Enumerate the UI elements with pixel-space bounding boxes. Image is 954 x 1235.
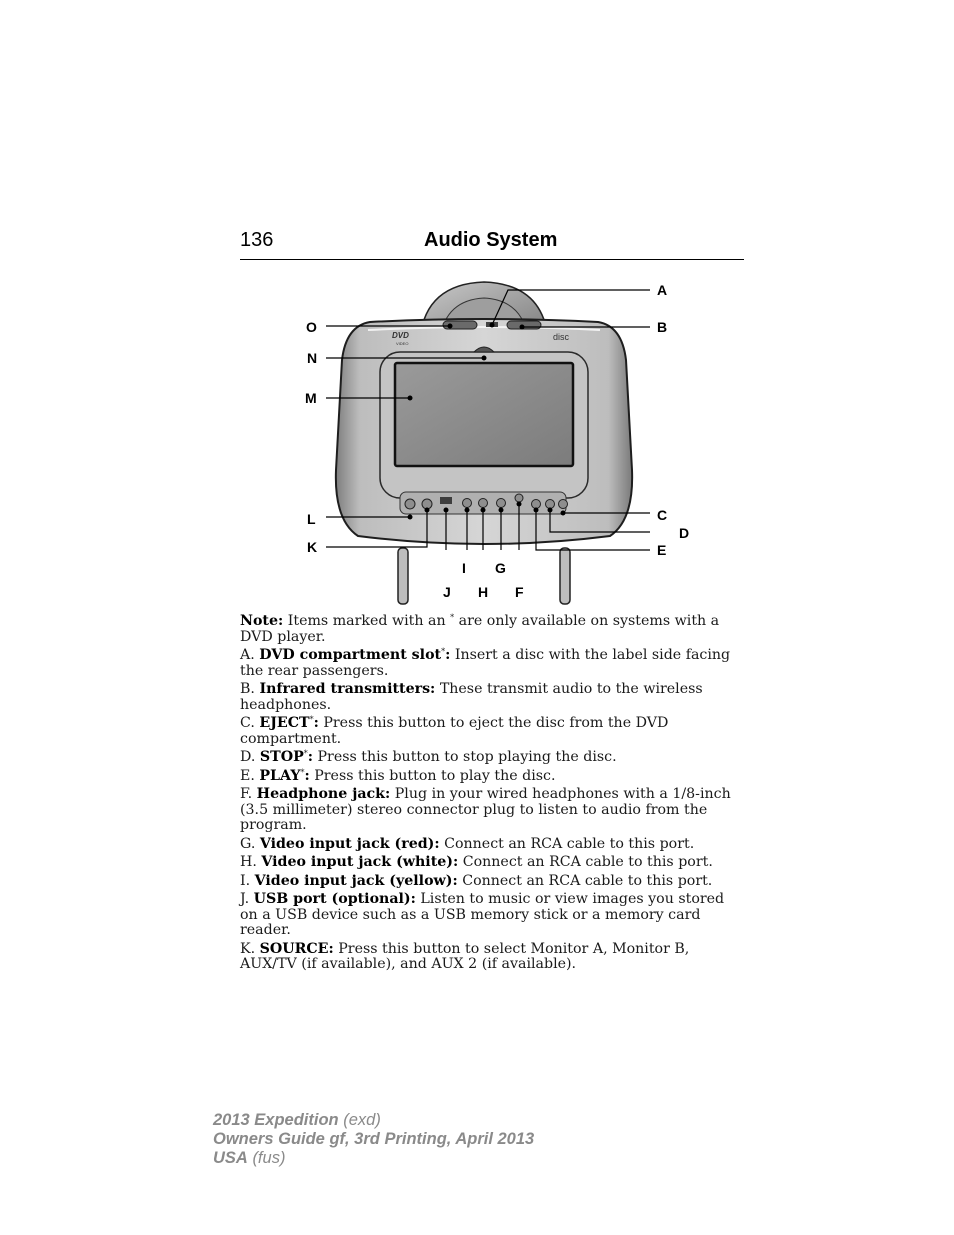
item-text: Insert a disc with the label side facing the rear passengers. [240, 647, 731, 679]
item-label: SOURCE: [259, 940, 334, 957]
item-text: Connect an RCA cable to this port. [444, 835, 695, 852]
feature-item [240, 892, 744, 939]
item-star: * [300, 767, 305, 777]
feature-item [240, 942, 744, 973]
play-button [532, 500, 541, 509]
callout-o: O [306, 319, 317, 335]
feature-item [240, 855, 744, 871]
item-text: Press this button to select Monitor A, Monitor B, AUX/TV (if available), and AUX 2 (if available). [240, 940, 690, 972]
callout-j: J [443, 584, 451, 600]
headrest-monitor-illustration [240, 270, 744, 610]
note-text-before: Items marked with an [287, 613, 446, 629]
callout-g: G [495, 560, 506, 576]
item-text: Press this button to play the disc. [314, 767, 556, 784]
item-text: Press this button to eject the disc from the DVD compartment. [240, 715, 669, 747]
item-text: These transmit audio to the wireless headphones. [240, 681, 703, 713]
yellow-jack [463, 499, 472, 508]
item-label: PLAY [259, 767, 301, 784]
item-text: Plug in your wired headphones with a 1/8-inch (3.5 millimeter) stereo connector plug to listen to audio from the program. [240, 786, 731, 833]
item-label: EJECT [259, 715, 310, 731]
page-number: 136 [240, 229, 274, 251]
item-label: Headphone jack: [256, 786, 391, 802]
item-letter: J. [240, 891, 250, 907]
callout-c: C [657, 507, 668, 523]
callout-n: N [307, 350, 318, 366]
dvd-video-sub: VIDEO [396, 341, 409, 346]
item-letter: C. [240, 715, 255, 731]
item-label: USB port (optional): [253, 891, 416, 907]
item-colon: : [304, 767, 310, 784]
item-colon: : [313, 715, 319, 731]
feature-item [240, 874, 744, 890]
feature-item [240, 837, 744, 853]
footer-line-1: 2013 Expedition (exd) [213, 1111, 381, 1129]
item-label: STOP [259, 749, 304, 765]
callout-f: F [515, 584, 524, 600]
feature-item [240, 682, 744, 713]
header-rule [240, 259, 744, 260]
monitor-screen [395, 363, 573, 466]
item-colon: : [307, 749, 313, 765]
item-colon: : [445, 647, 451, 663]
red-jack [497, 499, 506, 508]
item-text: Connect an RCA cable to this port. [462, 872, 713, 889]
item-letter: E. [240, 767, 255, 784]
power-button [405, 499, 415, 509]
item-letter: H. [240, 854, 257, 870]
note-label: Note: [240, 613, 284, 629]
stop-button [546, 500, 555, 509]
item-text: Connect an RCA cable to this port. [462, 854, 713, 870]
footer-line-2: Owners Guide gf, 3rd Printing, April 2013 [213, 1130, 535, 1148]
callout-i: I [462, 560, 466, 576]
footer [213, 1111, 534, 1168]
section-title: Audio System [424, 229, 558, 251]
note-star: * [450, 613, 455, 622]
feature-item [240, 769, 744, 785]
note-text-after: are only available on systems with a DVD player. [240, 613, 720, 645]
callout-d: D [679, 525, 690, 541]
note-paragraph [240, 614, 744, 645]
callout-m: M [305, 390, 317, 406]
item-label: DVD compartment slot [259, 647, 442, 663]
item-letter: F. [240, 786, 253, 802]
item-letter: K. [240, 940, 256, 957]
feature-item [240, 750, 744, 766]
disc-label: disc [553, 332, 570, 342]
callout-a: A [657, 282, 668, 298]
callout-l: L [307, 511, 316, 527]
headphone-jack [515, 494, 523, 502]
item-letter: B. [240, 681, 255, 697]
feature-item [240, 716, 744, 747]
item-star: * [303, 749, 308, 758]
callout-e: E [657, 542, 667, 558]
eject-button [559, 500, 568, 509]
item-star: * [441, 647, 446, 656]
body-text [240, 614, 744, 976]
item-text: Press this button to stop playing the disc. [317, 749, 617, 765]
item-label: Infrared transmitters: [259, 681, 436, 697]
callout-b: B [657, 319, 668, 335]
item-letter: D. [240, 749, 256, 765]
feature-item [240, 648, 744, 679]
footer-line-3: USA (fus) [213, 1149, 286, 1167]
callout-k: K [307, 539, 318, 555]
item-star: * [309, 715, 314, 724]
usb-port [440, 497, 452, 504]
headrest-monitor-figure [240, 270, 744, 610]
feature-item [240, 787, 744, 834]
item-label: Video input jack (yellow): [254, 872, 458, 889]
dvd-logo: DVD [392, 331, 409, 340]
callout-h: H [478, 584, 489, 600]
white-jack [479, 499, 488, 508]
feature-list [240, 648, 744, 973]
item-text: Listen to music or view images you stored on a USB device such as a USB memory stick or a memory card reader. [240, 891, 725, 938]
item-label: Video input jack (white): [261, 854, 459, 870]
item-label: Video input jack (red): [259, 835, 440, 852]
item-letter: G. [240, 835, 256, 852]
item-letter: A. [240, 647, 255, 663]
item-letter: I. [240, 872, 251, 889]
